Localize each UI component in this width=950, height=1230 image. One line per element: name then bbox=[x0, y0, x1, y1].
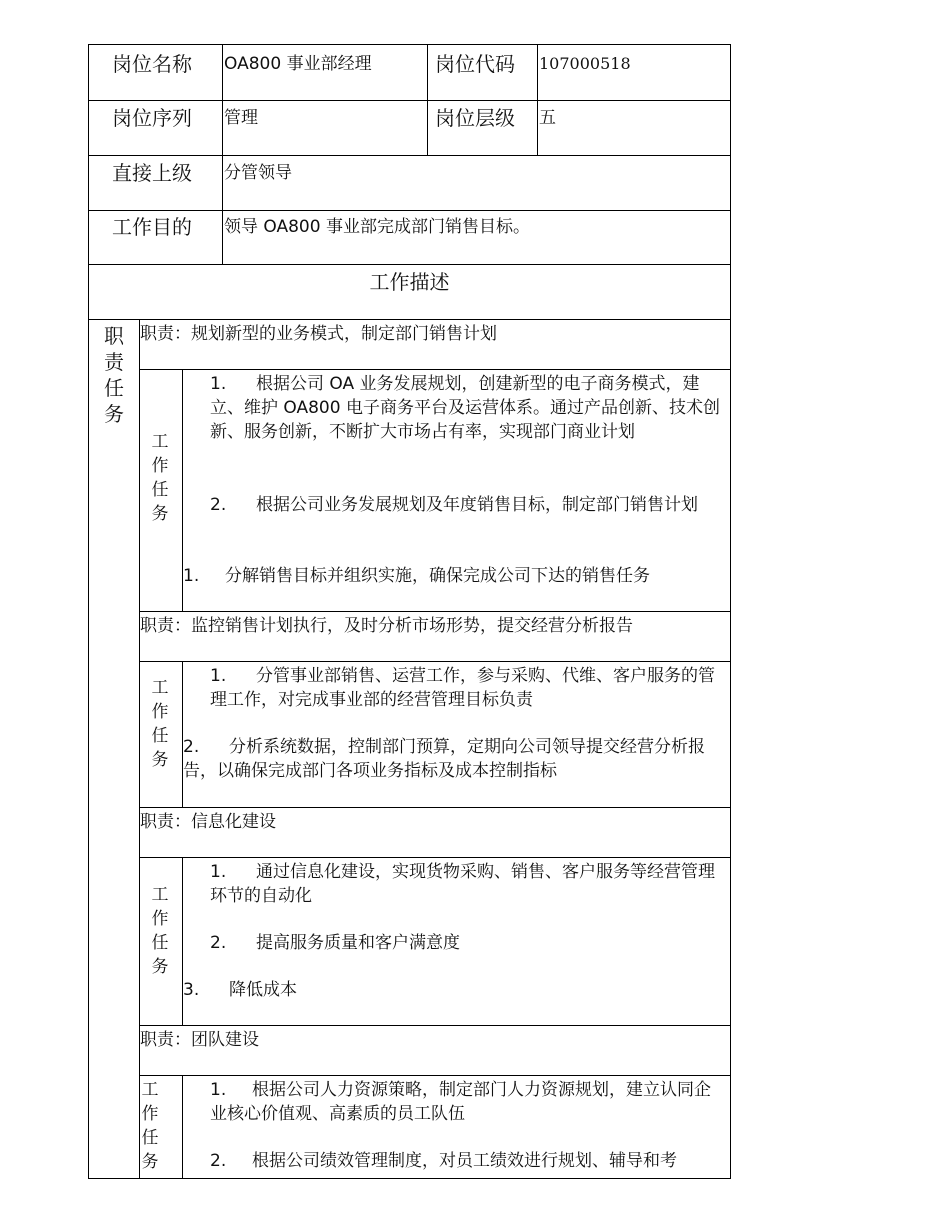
supervisor-label: 直接上级 bbox=[112, 161, 192, 185]
task-1-1-text: 根据公司 OA 业务发展规划，创建新型的电子商务模式，建立、维护 OA800 电子商务平台及运营体系。通过产品创新、技术创新、服务创新，不断扩大市场占有率，实现部门商业计划 bbox=[210, 374, 720, 442]
task-1-3-num: 1. bbox=[183, 566, 200, 586]
task-2-1-text: 分管事业部销售、运营工作，参与采购、代维、客户服务的管理工作，对完成事业部的经营管理目标负责 bbox=[210, 666, 715, 710]
task-1-2-num: 2. bbox=[210, 495, 227, 515]
position-code-value: 107000518 bbox=[539, 54, 631, 73]
position-series-label: 岗位序列 bbox=[112, 106, 192, 130]
task-1-2-text: 根据公司业务发展规划及年度销售目标，制定部门销售计划 bbox=[256, 495, 698, 515]
task-label-2: 工作任务 bbox=[151, 678, 169, 770]
duty-1: 职责：规划新型的业务模式，制定部门销售计划 bbox=[140, 324, 497, 344]
task-4-2-num: 2. bbox=[210, 1151, 227, 1171]
task-1-3 bbox=[183, 564, 723, 588]
task-2-2-text: 分析系统数据，控制部门预算，定期向公司领导提交经营分析报告，以确保完成部门各项业务指标及成本控制指标 bbox=[183, 737, 705, 781]
task-2-1-num: 1. bbox=[210, 666, 227, 686]
purpose-label: 工作目的 bbox=[112, 215, 192, 239]
task-label-4: 工作任务 bbox=[141, 1080, 159, 1172]
position-name-value: OA800 事业部经理 bbox=[224, 54, 372, 74]
task-2-1 bbox=[210, 664, 722, 712]
task-3-3-num: 3. bbox=[183, 980, 200, 1000]
supervisor-value: 分管领导 bbox=[224, 163, 292, 183]
task-4-2-text: 根据公司绩效管理制度，对员工绩效进行规划、辅导和考 bbox=[252, 1151, 677, 1171]
task-2-2-num: 2. bbox=[183, 737, 200, 757]
task-4-1-text: 根据公司人力资源策略，制定部门人力资源规划，建立认同企业核心价值观、高素质的员工队伍 bbox=[210, 1080, 711, 1124]
task-3-2 bbox=[210, 931, 722, 955]
task-1-3-text: 分解销售目标并组织实施，确保完成公司下达的销售任务 bbox=[225, 566, 650, 586]
duty-task-label: 职责任务 bbox=[104, 324, 124, 426]
position-level-value: 五 bbox=[539, 108, 556, 128]
task-3-3 bbox=[183, 978, 723, 1002]
purpose-value: 领导 OA800 事业部完成部门销售目标。 bbox=[224, 217, 530, 237]
duty-2: 职责：监控销售计划执行，及时分析市场形势，提交经营分析报告 bbox=[140, 616, 633, 636]
position-name-label: 岗位名称 bbox=[112, 52, 192, 76]
task-1-2 bbox=[210, 493, 722, 517]
task-3-1 bbox=[210, 860, 722, 908]
task-3-3-text: 降低成本 bbox=[229, 980, 297, 1000]
task-3-1-num: 1. bbox=[210, 862, 227, 882]
position-code-label: 岗位代码 bbox=[435, 52, 515, 76]
description-title: 工作描述 bbox=[369, 270, 450, 294]
duty-4: 职责：团队建设 bbox=[140, 1030, 259, 1050]
duty-3: 职责：信息化建设 bbox=[140, 812, 276, 832]
task-4-2 bbox=[210, 1149, 722, 1173]
task-1-1-num: 1. bbox=[210, 374, 227, 394]
task-2-2 bbox=[183, 735, 723, 783]
task-4-1-num: 1. bbox=[210, 1080, 227, 1100]
task-4-1 bbox=[210, 1078, 722, 1126]
task-1-1 bbox=[210, 372, 722, 444]
task-3-2-num: 2. bbox=[210, 933, 227, 953]
position-level-label: 岗位层级 bbox=[435, 106, 515, 130]
position-series-value: 管理 bbox=[224, 108, 258, 128]
task-3-1-text: 通过信息化建设，实现货物采购、销售、客户服务等经营管理环节的自动化 bbox=[210, 862, 715, 906]
task-3-2-text: 提高服务质量和客户满意度 bbox=[256, 933, 460, 953]
task-label-3: 工作任务 bbox=[151, 885, 169, 977]
task-label-1: 工作任务 bbox=[151, 432, 169, 524]
